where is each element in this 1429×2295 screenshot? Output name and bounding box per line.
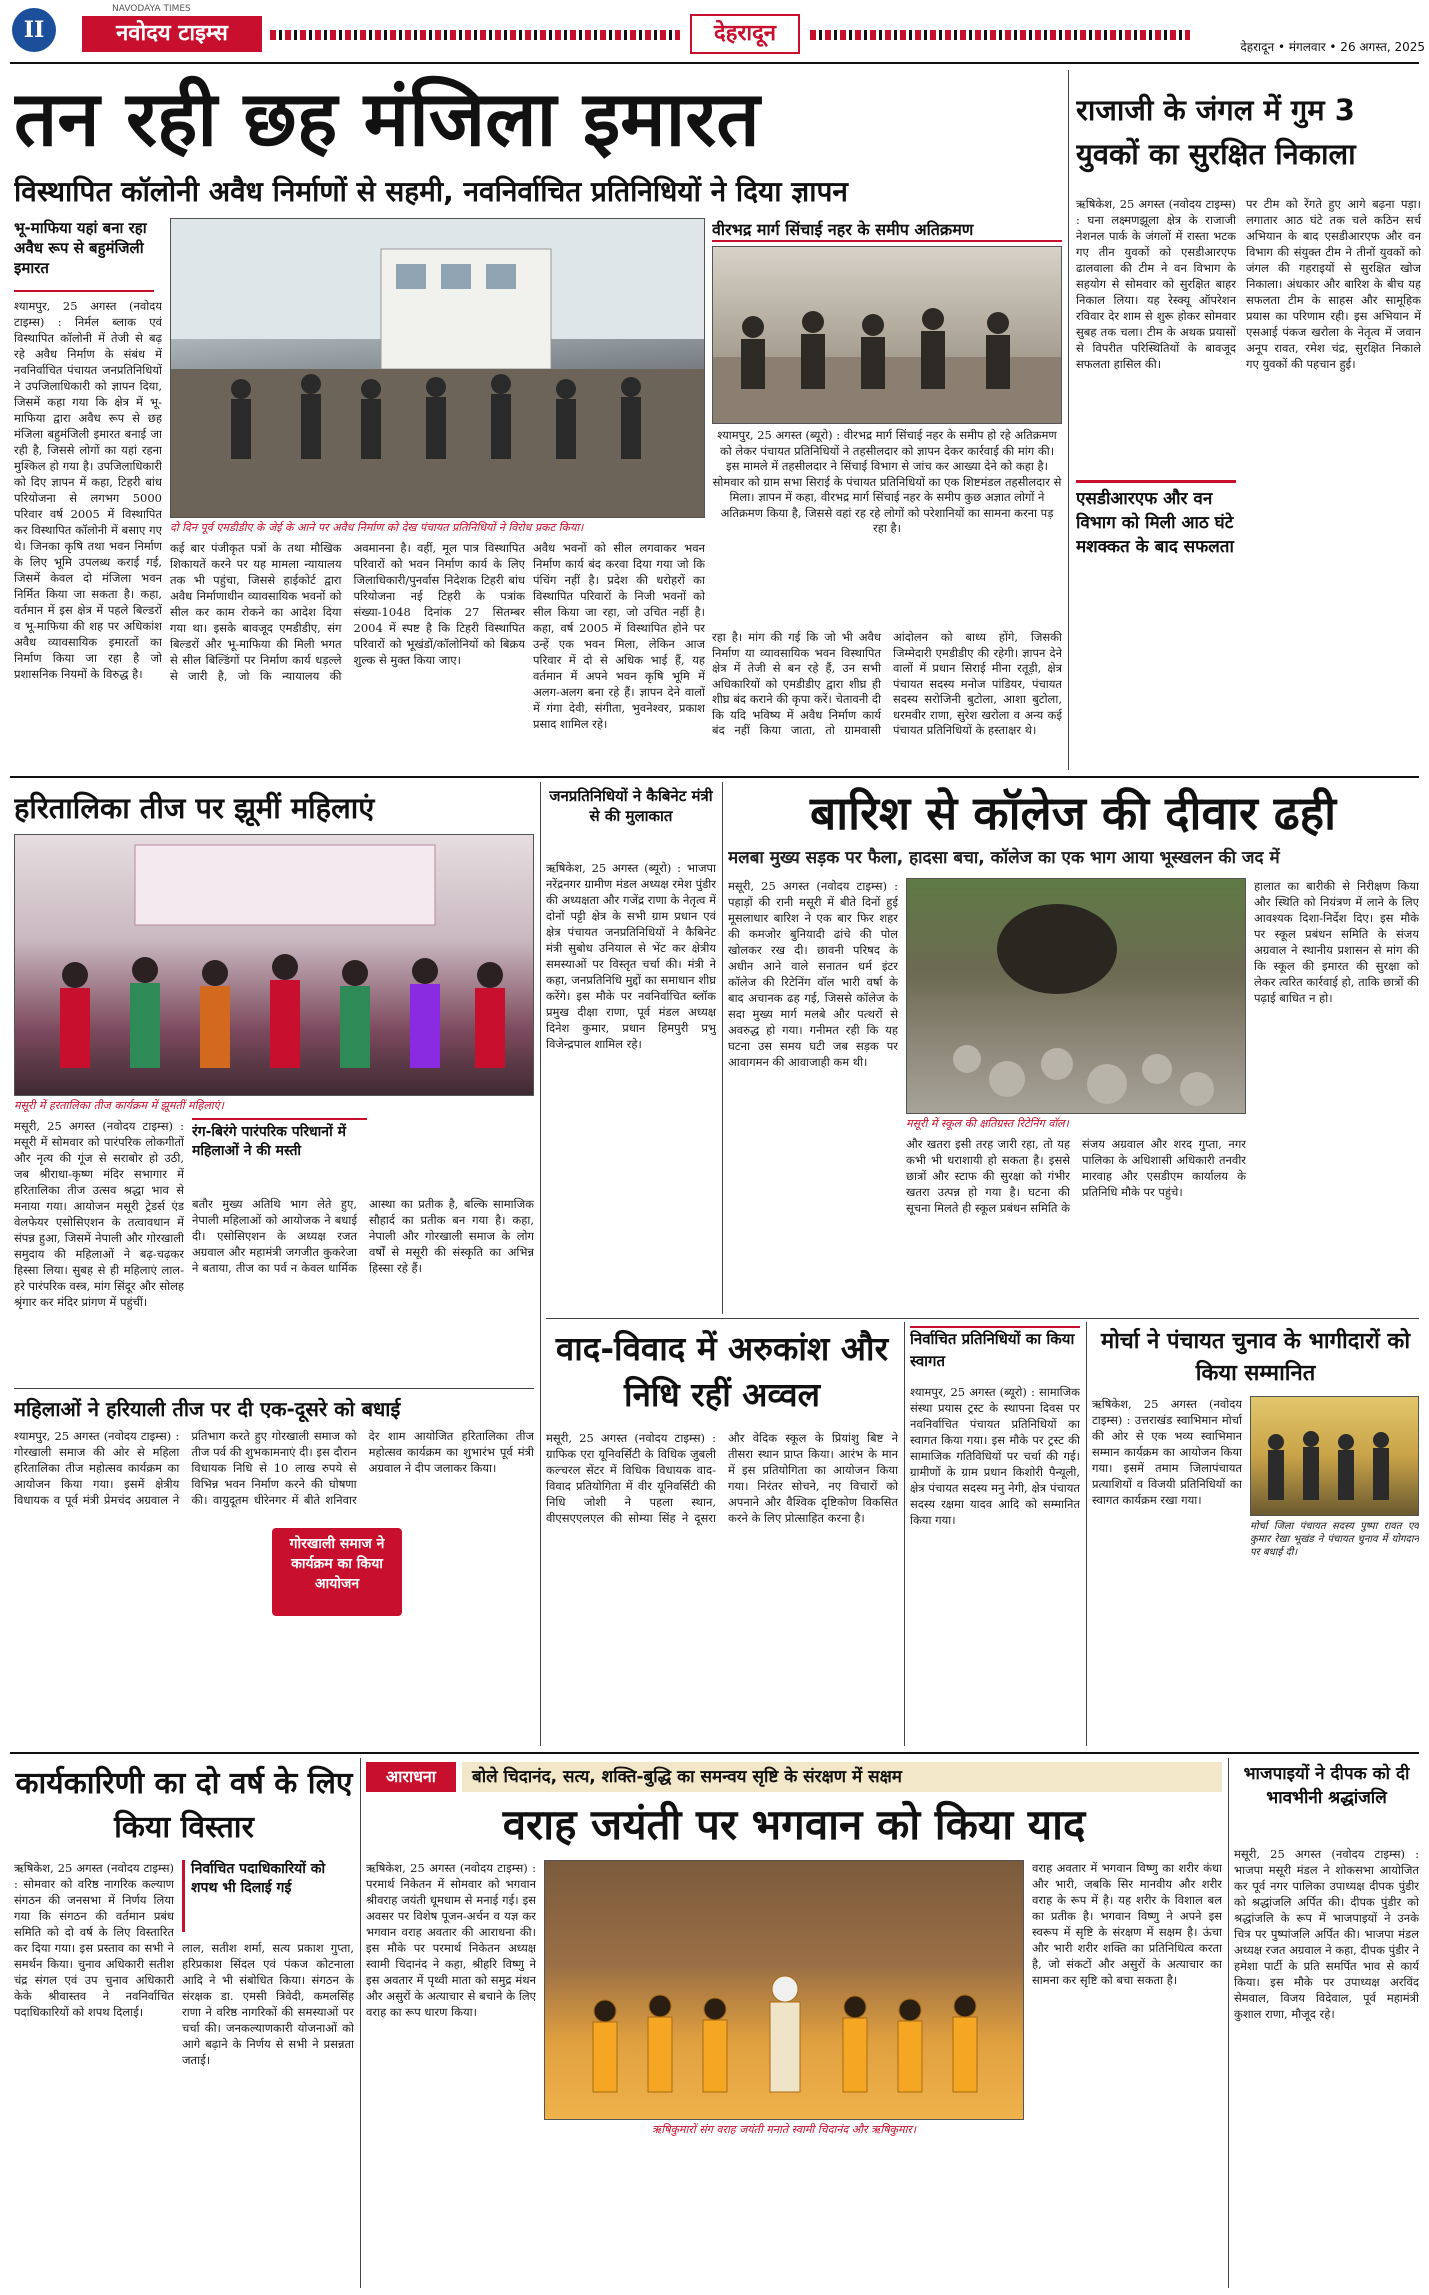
varah-tag: आराधना xyxy=(366,1762,456,1792)
college-body-mid: और खतरा इसी तरह जारी रहा, तो यह कभी भी धराशायी हो सकता है। इससे छात्रों और स्टाफ की सुरक्षा को गंभीर खतरा उत्पन्न हो गया है। घटना की सूचना मिलते ही स्कूल प्रबंधन समिति के संजय अग्रवाल और शरद गुप्ता, नगर पालिका के अधिशासी अधिकारी तनवीर मारवाह और एसडीएम कार्यालय के प्रतिनिधि मौके पर पहुंचे। xyxy=(906,1137,1246,1215)
teej2-red-box: गोरखाली समाज ने कार्यक्रम का किया आयोजन xyxy=(272,1528,402,1616)
city-label: देहरादून xyxy=(690,14,800,54)
divider-cabinet xyxy=(540,782,541,1746)
varah-headline: वराह जयंती पर भगवान को किया याद xyxy=(502,1800,1086,1849)
veerbhadra-photo-illustration xyxy=(713,247,1062,424)
rule-teej2 xyxy=(14,1388,534,1389)
teej-body-right: बतौर मुख्य अतिथि भाग लेते हुए, नेपाली महिलाओं को आयोजक ने बधाई दी। एसोसिएशन के अध्यक्ष रजत अग्रवाल और महामंत्री जगजीत कुकरेजा ने बताया, तीज का पर्व न केवल धार्मिक आस्था का प्रतीक है, बल्कि सामाजिक सौहार्द का प्रतीक बन गया है। कहा, नेपाली और गोरखाली समाज के लोग वर्षों से मसूरी की संस्कृति का अभिन्न हिस्सा रहे हैं। xyxy=(192,1197,534,1275)
vajpayee-headline: भाजपाइयों ने दीपक को दी भावभीनी श्रद्धांजलि xyxy=(1243,1764,1410,1808)
cabinet-headline: जनप्रतिनिधियों ने कैबिनेट मंत्री से की मुलाकात xyxy=(549,787,713,825)
masthead xyxy=(0,0,1429,62)
paper-tag: NAVODAYA TIMES xyxy=(112,4,191,14)
college-body-right: हालात का बारीकी से निरीक्षण किया और स्थिति को नियंत्रण में लाने के लिए आवश्यक दिशा-निर्देश दिए। इस मौके पर स्कूल प्रबंधन समिति के संजय अग्रवाल ने स्थानीय प्रशासन से मांग की कि स्कूल की इमारत की सुरक्षा को लेकर त्वरित कार्रवाई हो, ताकि छात्रों की पढ़ाई बाधित न हो। xyxy=(1254,879,1419,1005)
rule-row3 xyxy=(546,1318,1419,1319)
varah-body-right: वराह अवतार में भगवान विष्णु का शरीर कंधा और भारी, जबकि सिर मानवीय और शरीर वराह के रूप में है। यह शरीर के विशाल बल का प्रतीक है। भगवान विष्णु ने अपने इस स्वरूप में सृष्टि के संरक्षण में सक्षम है। ऊंचा और भारी शरीर शक्ति का प्रतिनिधित्व करता है, जो संकटों और असुरों के अत्याचार का सामना कर सृष्टि को बचा सकता है। xyxy=(1032,1861,1222,1987)
lead-subhead: विस्थापित कॉलोनी अवैध निर्माणों से सहमी, नवनिर्वाचित प्रतिनिधियों ने दिया ज्ञापन xyxy=(14,175,848,208)
college-headline: बारिश से कॉलेज की दीवार ढही xyxy=(809,786,1337,840)
morcha-photo xyxy=(1250,1396,1419,1516)
lead-photo-illustration xyxy=(171,219,705,518)
lead-body-right: अवैध भवनों को सील लगवाकर भवन निर्माण कार्य बंद करवा दिया गया जो कि पंचिंग नहीं है। प्रदेश की धरोहरों का विस्थापित परिवारों के निजी भवनों को सील किया जा रहा, जो उचित नहीं है। कहा, वर्ष 2005 में विस्थापित होने पर उन्हें एक भवन मिला, लेकिन आज परिवार में दो से अधिक भाई हैं, यह वर्तमान में अपने भवन कृषि भूमि में अलग-अलग बना रहे हैं। ज्ञापन देने वालों में गंगा देवी, संगीता, भुवनेश्वर, प्रकाश प्रसाद शामिल रहे। xyxy=(533,541,705,731)
rule-row2 xyxy=(10,776,1419,778)
karyakarini-headline: कार्यकारिणी का दो वर्ष के लिए किया विस्तार xyxy=(15,1766,353,1845)
lead-photo-caption: दो दिन पूर्व एमडीडीए के जेई के आने पर अवैध निर्माण को देख पंचायत प्रतिनिधियों ने विरोध प्रकट किया। xyxy=(170,521,584,534)
divider-morcha xyxy=(1086,1322,1087,1746)
varah-photo xyxy=(544,1860,1024,2120)
lead-photo xyxy=(170,218,705,518)
swagat-headline: निर्वाचित प्रतिनिधियों का किया स्वागत xyxy=(910,1326,1080,1378)
lead-body-left: श्यामपुर, 25 अगस्त (नवोदय टाइम्स) : निर्मल ब्लाक एवं विस्थापित कॉलोनी में तेजी से बढ़ रहे अवैध निर्माण के संबंध में नवनिर्वाचित पंचायत जनप्रतिनिधियों ने उपजिलाधिकारी को ज्ञापन दिया, जिसमें कहा गया कि क्षेत्र में भू-माफिया द्वारा अवैध रूप से छह मंजिला बहुमंजिली इमारत बनाई जा रही है, जिससे लोगों का यहां रहना मुश्किल हो गया है। उपजिलाधिकारी को दिए ज्ञापन में कहा, टिहरी बांध परियोजना से लगभग 5000 परिवार वर्ष 2005 में विस्थापित कर विस्थापित कॉलोनी में बसाए गए थे। जिनका कृषि तथा भवन निर्माण के लिए भूमि उपलब्ध कराई गई, जिसमें केवल दो मंजिला भवन निर्मित किया जा सकता है। कहा, वर्तमान में इस क्षेत्र में पहले बिल्डरों व भू-माफिया की शह पर अधिकांश अवैध व्यावसायिक इमारतों का निर्माण किया जा रहा है जो प्रशासनिक नियमों के विरुद्ध है। xyxy=(14,299,162,681)
masthead-rule xyxy=(10,62,1419,64)
teej-headline: हरितालिका तीज पर झूमीं महिलाएं xyxy=(14,791,375,825)
college-subhead: मलबा मुख्य सड़क पर फैला, हादसा बचा, कॉलेज का एक भाग आया भूस्खलन की जद में xyxy=(728,848,1280,868)
varah-strap: बोले चिदानंद, सत्य, शक्ति-बुद्धि का समन्वय सृष्टि के संरक्षण में सक्षम xyxy=(462,1762,1222,1792)
varah-photo-illustration xyxy=(545,1861,1024,2120)
teej2-body: श्यामपुर, 25 अगस्त (नवोदय टाइम्स) : गोरखाली समाज की ओर से महिला हरितालिका तीज महोत्सव कार्यक्रम का आयोजन किया गया। इसमें क्षेत्रीय विधायक व पूर्व मंत्री प्रेमचंद अग्रवाल ने प्रतिभाग करते हुए गोरखाली समाज को तीज पर्व की शुभकामनाएं दी। इस दौरान विधायक निधि से 10 लाख रुपये से विभिन्न भवन निर्माण करने की घोषणा की। वायुदूतम धीरेनगर में बीते शनिवार देर शाम आयोजित हरितालिका तीज महोत्सव कार्यक्रम का शुभारंभ पूर्व मंत्री अग्रवाल ने दीप जलाकर किया। xyxy=(14,1429,534,1507)
veerbhadra-body: श्यामपुर, 25 अगस्त (ब्यूरो) : वीरभद्र मार्ग सिंचाई नहर के समीप हो रहे अतिक्रमण को लेकर पंचायत प्रतिनिधियों ने तहसीलदार को ज्ञापन देकर कार्रवाई की मांग की। इस मामले में तहसीलदार ने सिंचाई विभाग से जांच कर आख्या देने को कहा है। सोमवार को ग्राम सभा सिराई के पंचायत प्रतिनिधियों का एक शिष्टमंडल तहसीलदार से मिला। ज्ञापन में कहा, वीरभद्र मार्ग सिंचाई नहर के समीप कुछ अज्ञात लोगों ने अतिक्रमण किया है, जिससे वहां रह रहे लोगों को परेशानियों का सामना करना पड़ रहा है। xyxy=(712,428,1062,535)
masthead-strip-right xyxy=(810,30,1190,40)
vivad-body: मसूरी, 25 अगस्त (नवोदय टाइम्स) : ग्राफिक एरा यूनिवर्सिटी के विधिक जुबली कल्चरल सेंटर में विधिक विधायक वाद-विवाद प्रतियोगिता में वीर यूनिवर्सिटी की निधि जोशी ने पहला स्थान, वीएसएएलएल की सोम्या सिंह ने दूसरा और वेदिक स्कूल के प्रियांशु बिष्ट ने तीसरा स्थान प्राप्त किया। आरंभ के मान में इस प्रतियोगिता का आयोजन किया गया। निरंतर सोचने, नए विचारों को अपनाने और वैश्विक दृष्टिकोण विकसित करने के लिए प्रोत्साहित करना है। xyxy=(546,1431,898,1525)
vajpayee-body: मसूरी, 25 अगस्त (नवोदय टाइम्स) : भाजपा मसूरी मंडल ने शोकसभा आयोजित कर पूर्व नगर पालिका उपाध्यक्ष दीपक पुंडीर को श्रद्धांजलि अर्पित की। दीपक पुंडीर को श्रद्धांजलि के रूप में भाजपाइयों ने उनके चित्र पर पुष्पांजलि अर्पित की। भाजपा मंडल अध्यक्ष रजत अग्रवाल ने कहा, दीपक पुंडीर ने हमेशा पार्टी के प्रति समर्पित भाव से कार्य किया। इस मौके पर उपाध्यक्ष अरविंद सेमवाल, विजय विदेवाल, पूर्व महामंत्री कुशाल राणा, मौजूद रहे। xyxy=(1234,1847,1419,2021)
college-body: मसूरी, 25 अगस्त (नवोदय टाइम्स) : पहाड़ों की रानी मसूरी में बीते दिनों हुई मूसलाधार बारिश ने एक बार फिर शहर की कमजोर बुनियादी ढांचे की पोल खोलकर रख दी। छावनी परिषद के अधीन आने वाले सनातन धर्म इंटर कॉलेज की रिटेनिंग वॉल भारी वर्षा के बाद अचानक ढह गई, जिससे कॉलेज के सदा मुख्य मार्ग मलबे और पत्थरों से अवरुद्ध हो गया। गनीमत रही कि यह घटना उस समय घटी जब सड़क पर आवागमन की आवाजाही कम थी। xyxy=(728,879,898,1069)
karyakarini-body: ऋषिकेश, 25 अगस्त (नवोदय टाइम्स) : सोमवार को वरिष्ठ नागरिक कल्याण संगठन की जनसभा में निर्णय लिया गया कि संगठन की वर्तमान प्रबंध समिति को दो वर्ष के लिए विस्तारित कर दिया गया। इस प्रस्ताव का सभी ने समर्थन किया। चुनाव अधिकारी सतीश चंद्र संगल एवं उप चुनाव अधिकारी केके श्रीवास्तव ने नवनिर्वाचित पदाधिकारियों को शपथ दिलाई। xyxy=(14,1861,174,2019)
lead-headline: तन रही छह मंजिला इमारत xyxy=(14,74,760,163)
teej-photo-caption: मसूरी में हरतालिका तीज कार्यक्रम में झूमतीं महिलाएं। xyxy=(14,1099,224,1112)
masthead-strip-left xyxy=(270,30,680,40)
karyakarini-box-head: निर्वाचित पदाधिकारियों को शपथ भी दिलाई गई xyxy=(182,1860,354,1932)
rajaji-headline: राजाजी के जंगल में गुम 3 युवकों का सुरक्षित निकाला xyxy=(1076,93,1356,171)
divider-rajaji xyxy=(1068,70,1069,770)
rajaji-box-head: एसडीआरएफ और वन विभाग को मिली आठ घंटे मशक्कत के बाद सफलता xyxy=(1076,480,1236,576)
morcha-photo-caption: मोर्चा जिला पंचायत सदस्य पुष्पा रावत एवं कुमार रेखा भूखंड ने पंचायत चुनाव में योगदान पर बधाई दी। xyxy=(1250,1521,1419,1558)
varah-body: ऋषिकेश, 25 अगस्त (नवोदय टाइम्स) : परमार्थ निकेतन में सोमवार को भगवान श्रीवराह जयंती धूमधाम से मनाई गई। इस अवसर पर विशेष पूजन-अर्चन व यज्ञ कर भगवान वराह अवतार की आराधना की। इस मौके पर परमार्थ निकेतन अध्यक्ष स्वामी चिदानंद ने कहा, श्रीहरि विष्णु ने इस अवतार में पृथ्वी माता को समुद्र मंथन और असुरों के अत्याचार से बचाने के लिए वराह का रूप धारण किया। xyxy=(366,1861,536,2019)
lead-sidebar-head: भू-माफिया यहां बना रहा अवैध रूप से बहुमंजिली इमारत xyxy=(14,218,154,292)
morcha-headline: मोर्चा ने पंचायत चुनाव के भागीदारों को किया सम्मानित xyxy=(1100,1329,1411,1386)
divider-vajpayee xyxy=(1228,1758,1229,2288)
karyakarini-body-right: लाल, सतीश शर्मा, सत्य प्रकाश गुप्ता, हरिप्रकाश सिंदल एवं पंकज कोटनाला आदि ने भी संबोधित किया। संगठन के संरक्षक डा. एमसी त्रिवेदी, कमलसिंह राणा ने वरिष्ठ नागरिकों की समस्याओं पर चर्चा की। जनकल्याणकारी योजनाओं को आगे बढ़ाने के निर्णय से सभी ने प्रसन्नता जताई। xyxy=(182,1941,354,2067)
teej2-headline: महिलाओं ने हरियाली तीज पर दी एक-दूसरे को बधाई xyxy=(14,1397,401,1421)
college-photo-illustration xyxy=(907,879,1246,1114)
teej-photo-illustration xyxy=(15,835,534,1096)
divider-college xyxy=(722,782,723,1314)
teej-photo xyxy=(14,834,534,1096)
rajaji-body-right: पर टीम को रेंगते हुए आगे बढ़ना पड़ा। लगातार आठ घंटे तक चले कठिन सर्च अभियान के बाद एसडीआरएफ और वन विभाग की संयुक्त टीम ने तीनों युवकों को जंगल की गहराइयों से सुरक्षित खोज निकाला। अंधकार और बारिश के बीच यह सफलता टीम के साहस और सामूहिक प्रयास का परिणाम रही। इस अभियान में एसआई पंकज खरोला के नेतृत्व में जवान अनूप रावत, रमेश चंद्र, सुरक्षित निकाले गए युवकों की पहचान हुई। xyxy=(1246,197,1421,371)
veerbhadra-body-cont: रहा है। मांग की गई कि जो भी अवैध निर्माण या व्यावसायिक भवन विस्थापित क्षेत्र में तेजी से बन रहे हैं, उन सभी अधिकारियों को एमडीडीए द्वारा शीघ्र ही शीघ्र बंद कराने की कृपा करें। चेतावनी दी कि यदि भविष्य में अवैध निर्माण कार्य बंद नहीं किया जाता, तो ग्रामवासी आंदोलन को बाध्य होंगे, जिसकी जिम्मेदारी एमडीडीए की रहेगी। ज्ञापन देने वालों में प्रधान सिराई मीना रतूड़ी, क्षेत्र पंचायत सदस्य मनोज पांडियर, पंचायत सदस्य सरोजिनी बुटोला, आशा बुटोला, धरमवीर राणा, सुरेश खरोला व अन्य कई पंचायत प्रतिनिधियों के हस्ताक्षर थे। xyxy=(712,630,1062,737)
college-photo xyxy=(906,878,1246,1114)
divider-swagat xyxy=(904,1322,905,1746)
teej-box-head: रंग-बिरंगे पारंपरिक परिधानों में महिलाओं ने की मस्ती xyxy=(192,1118,367,1190)
divider-varah xyxy=(360,1758,361,2288)
rule-row4 xyxy=(10,1752,1419,1754)
cabinet-body: ऋषिकेश, 25 अगस्त (ब्यूरो) : भाजपा नरेंद्रनगर ग्रामीण मंडल अध्यक्ष रमेश पुंडीर की अध्यक्षता और गजेंद्र राणा के नेतृत्व में दोनों पट्टी क्षेत्र के सभी ग्राम प्रधान एवं क्षेत्र पंचायत जनप्रतिनिधियों ने कैबिनेट मंत्री सुबोध उनियाल से भेंट कर क्षेत्रीय समस्याओं पर विस्तृत चर्चा की। मंत्री ने कहा, जनप्रतिनिधि मुद्दों का समाधान शीघ्र करेंगे। इस मौके पर नवनिर्वाचित ब्लॉक प्रमुख दीक्षा राणा, पूर्व मंडल अध्यक्ष दिनेश कुमार, प्रधान हिमपुरी प्रभु विजेन्द्रपाल शामिल रहे। xyxy=(546,861,716,1051)
teej-body: मसूरी, 25 अगस्त (नवोदय टाइम्स) : मसूरी में सोमवार को पारंपरिक लोकगीतों और नृत्य की गूंज से सराबोर हो उठी, जब श्रीराधा-कृष्ण मंदिर सभागार में हरितालिका तीज उत्सव श्रद्धा भाव से मनाया गया। आयोजन मसूरी ट्रेडर्स एंड वेलफेयर एसोसिएशन के तत्वावधान में संपन्न हुआ, जिसमें नेपाली और गोरखाली समुदाय की महिलाओं ने बढ़-चढ़कर हिस्सा लिया। सुबह से ही महिलाएं लाल-हरे पारंपरिक वस्त्र, मांग सिंदूर और सोलह श्रृंगार कर मंदिर प्रांगण में पहुंचीं। xyxy=(14,1119,184,1309)
veerbhadra-photo xyxy=(712,246,1062,424)
rajaji-body: ऋषिकेश, 25 अगस्त (नवोदय टाइम्स) : घना लक्ष्मणझूला क्षेत्र के राजाजी नेशनल पार्क के जंगलों में रास्ता भटक गए तीन युवकों को एसडीआरएफ ढालवाला की टीम ने वन विभाग के सहयोग से सोमवार को सुरक्षित बाहर निकाल लिया। यह रेस्क्यू ऑपरेशन रविवार देर शाम से शुरू होकर सोमवार सुबह तक चला। टीम के अथक प्रयासों से विपरीत परिस्थितियों के बावजूद सफलता हासिल की। xyxy=(1076,197,1236,371)
veerbhadra-headline: वीरभद्र मार्ग सिंचाई नहर के समीप अतिक्रमण xyxy=(712,218,1062,242)
morcha-body: ऋषिकेश, 25 अगस्त (नवोदय टाइम्स) : उत्तराखंड स्वाभिमान मोर्चा की ओर से एक भव्य स्वाभिमान सम्मान कार्यक्रम का आयोजन किया गया। इसमें तमाम जिलापंचायत प्रत्याशियों व विजयी प्रतिनिधियों का स्वागत कार्यक्रम रखा गया। xyxy=(1092,1397,1242,1507)
dateline: देहरादून • मंगलवार • 26 अगस्त, 2025 xyxy=(1240,40,1425,54)
lead-body-mid: कई बार पंजीकृत पत्रों के तथा मौखिक शिकायतें करने पर यह मामला न्यायालय तक भी पहुंचा, जिससे हाईकोर्ट द्वारा अवैध निर्माणाधीन व्यावसायिक भवनों को सील कर काम रोकने का आदेश दिया गया था। इसके बावजूद एमडीडीए, संग बिल्डरों और भू-माफिया की मिली भगत से सील बिल्डिंगों पर निर्माण कार्य धड़ल्ले से जारी है, जो कि न्यायालय की अवमानना है। वहीं, मूल पात्र विस्थापित परिवारों को भवन निर्माण कार्य के लिए जिलाधिकारी/पुनर्वास निदेशक टिहरी बांध परियोजना नई टिहरी के पत्रांक संख्या-1048 दिनांक 27 सितम्बर 2004 में स्पष्ट है कि टिहरी विस्थापित परिवारों को भूखंडों/कॉलोनियों को बिक्रय शुल्क से मुक्त किया जाए। xyxy=(170,541,525,683)
vivad-headline: वाद-विवाद में अरुकांश और निधि रहीं अव्वल xyxy=(555,1329,889,1414)
college-photo-caption: मसूरी में स्कूल की क्षतिग्रस्त रिटेनिंग वॉल। xyxy=(906,1117,1069,1130)
varah-photo-caption: ऋषिकुमारों संग वराह जयंती मनाते स्वामी चिदानंद और ऋषिकुमार। xyxy=(651,2123,917,2136)
morcha-photo-illustration xyxy=(1251,1397,1419,1516)
paper-name: नवोदय टाइम्स xyxy=(82,16,262,52)
page-number-badge: II xyxy=(12,8,56,52)
swagat-body: श्यामपुर, 25 अगस्त (ब्यूरो) : सामाजिक संस्था प्रयास ट्रस्ट के स्थापना दिवस पर नवनिर्वाचित पंचायत प्रतिनिधियों का स्वागत किया गया। इस मौके पर ट्रस्ट की सामाजिक गतिविधियों पर चर्चा की गई। ग्रामीणों के ग्राम प्रधान किशोरी पैन्यूली, क्षेत्र पंचायत सदस्य मनु नेगी, क्षेत्र पंचायत सदस्य रक्षमा यादव आदि को सम्मानित किया गया। xyxy=(910,1385,1080,1527)
